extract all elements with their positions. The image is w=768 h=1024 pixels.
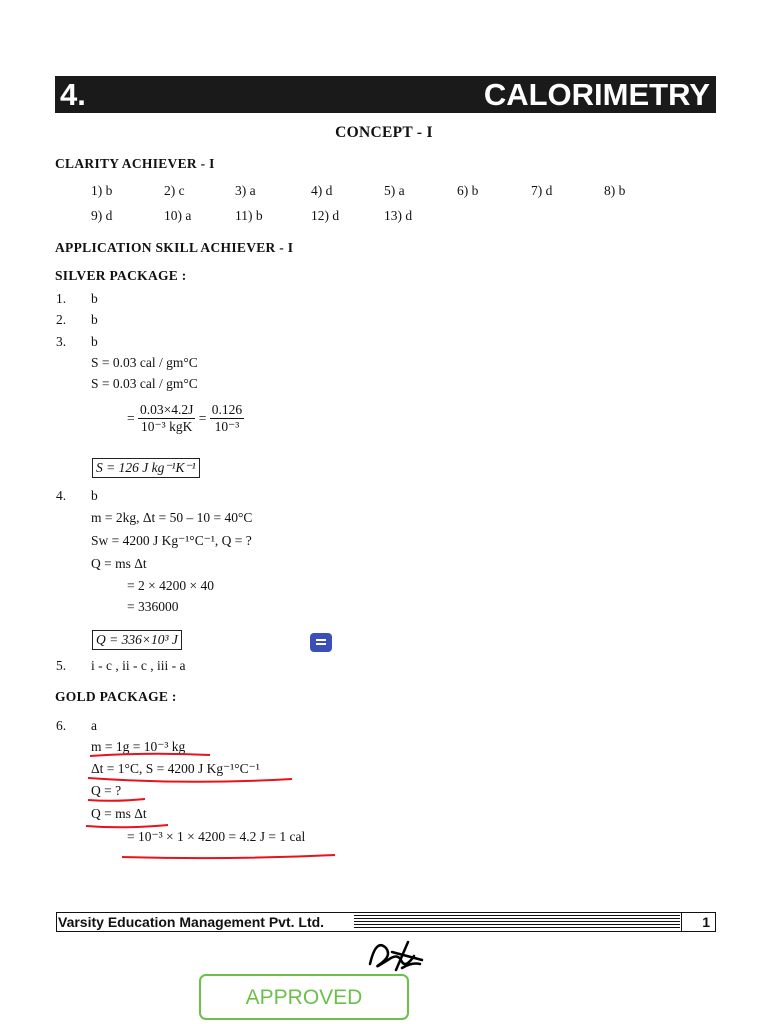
clarity-answer: 1) b (91, 183, 113, 198)
clarity-heading: CLARITY ACHIEVER - I (55, 156, 215, 171)
gold-heading: GOLD PACKAGE : (55, 689, 177, 704)
question-number: 2. (56, 312, 67, 327)
question-answer: b (91, 312, 98, 327)
numerator: 0.03×4.2J (140, 402, 194, 417)
concept-title: CONCEPT - I (335, 124, 433, 141)
question-answer: b (91, 334, 98, 349)
question-answer: a (91, 718, 97, 733)
denominator: 10⁻³ (214, 419, 240, 434)
question-answer: i - c , ii - c , iii - a (91, 658, 186, 673)
question-number: 6. (56, 718, 67, 733)
q3-given: S = 0.03 cal / gm°C (91, 355, 198, 370)
question-number: 5. (56, 658, 67, 673)
underline-mark (122, 855, 335, 858)
application-heading: APPLICATION SKILL ACHIEVER - I (55, 240, 294, 255)
clarity-answer: 13) d (384, 208, 413, 223)
q6-given: Δt = 1°C, S = 4200 J Kg⁻¹°C⁻¹ (91, 761, 260, 776)
clarity-answer: 6) b (457, 183, 479, 198)
clarity-answer: 8) b (604, 183, 626, 198)
q6-formula: Q = ms Δt (91, 806, 147, 821)
clarity-answer: 10) a (164, 208, 192, 223)
clarity-answer: 2) c (164, 183, 185, 198)
q4-result-box: Q = 336×10³ J (92, 630, 182, 650)
q3-result-box: S = 126 J kg⁻¹K⁻¹ (92, 458, 200, 478)
question-answer: b (91, 291, 98, 306)
clarity-answer: 11) b (235, 208, 263, 223)
chapter-number: 4. (60, 77, 86, 112)
underline-mark (90, 754, 210, 756)
clarity-answer: 3) a (235, 183, 256, 198)
underline-mark (88, 778, 292, 782)
chapter-title: CALORIMETRY (483, 77, 710, 112)
denominator: 10⁻³ kgK (141, 419, 193, 434)
page-number: 1 (681, 912, 716, 932)
q4-given: Sw = 4200 J Kg⁻¹°C⁻¹, Q = ? (91, 533, 252, 548)
clarity-answer: 4) d (311, 183, 333, 198)
q6-unknown: Q = ? (91, 783, 122, 798)
q4-given: m = 2kg, Δt = 50 – 10 = 40°C (91, 510, 253, 525)
signature-mark (362, 934, 426, 978)
footer-rule (354, 915, 680, 929)
question-number: 4. (56, 488, 67, 503)
q4-formula: Q = ms Δt (91, 556, 147, 571)
clarity-answer: 5) a (384, 183, 405, 198)
silver-heading: SILVER PACKAGE : (55, 268, 187, 283)
q6-step: = 10⁻³ × 1 × 4200 = 4.2 J = 1 cal (127, 829, 306, 844)
question-number: 3. (56, 334, 67, 349)
approved-stamp: APPROVED (199, 974, 409, 1020)
clarity-answer: 12) d (311, 208, 340, 223)
clarity-answer: 9) d (91, 208, 113, 223)
q4-step: = 2 × 4200 × 40 (127, 578, 214, 593)
q6-given: m = 1g = 10⁻³ kg (91, 739, 186, 754)
clarity-answer: 7) d (531, 183, 553, 198)
question-answer: b (91, 488, 98, 503)
q4-step: = 336000 (127, 599, 179, 614)
underline-mark (86, 825, 168, 827)
question-number: 1. (56, 291, 67, 306)
underline-mark (88, 799, 145, 801)
q3-conversion: = $\frac{0.03\times 4.2J}{\text{10⁻³ kgK}}$ = $\frac{0.126}{\text{10⁻³}}$ (127, 402, 243, 434)
numerator: 0.126 (211, 402, 243, 417)
footer-company: Varsity Education Management Pvt. Ltd. (58, 914, 325, 930)
q3-given: S = 0.03 cal / gm°C (91, 376, 198, 391)
